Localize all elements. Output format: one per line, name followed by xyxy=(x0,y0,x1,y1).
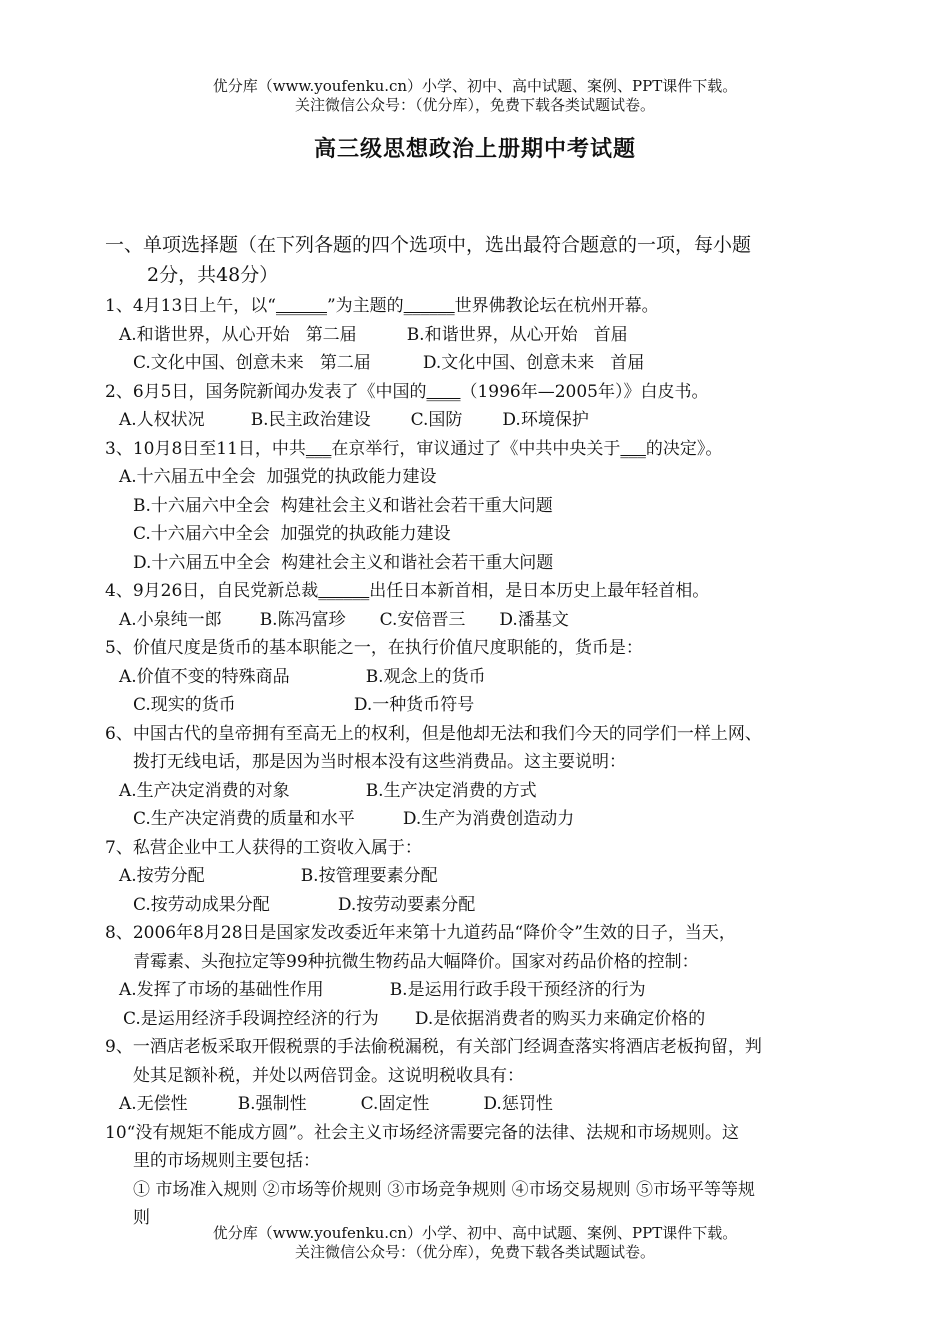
q3-blank-1: ___ xyxy=(305,438,332,459)
question-5: 5、价值尺度是货币的基本职能之一，在执行价值尺度职能的，货币是： xyxy=(105,638,643,658)
header-line-2: 关注微信公众号：（优分库），免费下载各类试题试卷。 xyxy=(294,96,655,114)
q1-option-a: A.和谐世界，从心开始 xyxy=(119,324,290,345)
section-heading xyxy=(105,230,850,290)
q5-options-row-1 xyxy=(105,663,850,692)
q1-option-a-edition: 第二届 xyxy=(305,324,357,345)
question-2 xyxy=(105,378,850,407)
q8-text-cont: 青霉素、头孢拉定等99种抗微生物药品大幅降价。国家对药品价格的控制： xyxy=(133,951,699,972)
q5-option-a: A.价值不变的特殊商品 xyxy=(119,666,290,687)
q1-option-c: C.文化中国、创意未来 xyxy=(133,353,304,373)
q1-blank-2: ______ xyxy=(403,296,455,316)
q10-items-cont: 则 xyxy=(133,1208,150,1228)
q8-option-c: C.是运用经济手段调控经济的行为 xyxy=(123,1008,379,1029)
q5-option-d: D.一种货币符号 xyxy=(353,695,475,715)
question-6 xyxy=(105,720,850,777)
q5-option-c: C.现实的货币 xyxy=(133,695,236,715)
q9-text: 9、一酒店老板采取开假税票的手法偷税漏税，有关部门经调查落实将酒店老板拘留，判 xyxy=(105,1037,762,1057)
q6-options-row-2 xyxy=(105,805,850,834)
q6-text: 6、中国古代的皇帝拥有至高无上的权利，但是他却无法和我们今天的同学们一样上网、 xyxy=(105,723,762,744)
q1-option-b-edition: 首届 xyxy=(593,324,628,345)
q7-option-d: D.按劳动要素分配 xyxy=(337,894,476,915)
section-heading-cont: 2分，共48分） xyxy=(147,264,279,286)
page-title: 高三级思想政治上册期中考试题 xyxy=(313,136,636,162)
q3-text-a: 3、10月8日至11日，中共 xyxy=(105,438,306,459)
site-header xyxy=(0,77,950,115)
site-footer xyxy=(0,1224,950,1262)
q4-text-c: 出任日本新首相，是日本历史上最年轻首相。 xyxy=(369,581,710,601)
q6-option-c: C.生产决定消费的质量和水平 xyxy=(133,809,355,829)
q4-option-b: B.陈冯富珍 xyxy=(259,609,346,630)
q6-option-a: A.生产决定消费的对象 xyxy=(119,780,290,801)
q2-option-a: A.人权状况 xyxy=(119,410,205,430)
footer-line-2: 关注微信公众号：（优分库），免费下载各类试题试卷。 xyxy=(294,1243,655,1261)
q1-blank-1: ______ xyxy=(275,296,327,316)
q4-text-a: 4、9月26日，自民党新总裁 xyxy=(105,581,319,601)
question-1 xyxy=(105,292,850,321)
q8-text: 8、2006年8月28日是国家发改委近年来第十九道药品“降价令”生效的日子，当天， xyxy=(105,923,736,943)
question-4 xyxy=(105,577,850,606)
q1-text-c: ”为主题的 xyxy=(326,296,404,316)
q4-option-d: D.潘基文 xyxy=(499,609,569,630)
question-7: 7、私营企业中工人获得的工资收入属于： xyxy=(105,837,422,858)
q6-text-cont: 拨打无线电话，那是因为当时根本没有这些消费品。这主要说明： xyxy=(133,752,626,772)
q7-option-a: A.按劳分配 xyxy=(119,866,205,886)
q9-option-c: C.固定性 xyxy=(360,1094,430,1114)
q3-text-d: 的决定》。 xyxy=(645,438,723,459)
q3-text-c: 在京举行，审议通过了《中共中央关于 xyxy=(331,438,621,459)
q2-option-b: B.民主政治建设 xyxy=(250,410,371,430)
q7-option-b: B.按管理要素分配 xyxy=(300,866,438,886)
q9-option-a: A.无偿性 xyxy=(119,1094,188,1114)
q10-items-text: ① 市场准入规则 ②市场等价规则 ③市场竞争规则 ④市场交易规则 ⑤市场平等等规 xyxy=(133,1179,756,1200)
q7-options-row-2 xyxy=(105,891,850,920)
q3-option-d: D.十六届五中全会 构建社会主义和谐社会若干重大问题 xyxy=(133,552,554,573)
q6-options-row-1 xyxy=(105,777,850,806)
q2-option-d: D.环境保护 xyxy=(502,410,589,430)
q10-text-cont: 里的市场规则主要包括： xyxy=(133,1151,320,1171)
q4-options xyxy=(105,606,850,635)
q8-option-a: A.发挥了市场的基础性作用 xyxy=(119,980,324,1000)
q8-option-b: B.是运用行政手段干预经济的行为 xyxy=(389,980,646,1000)
q9-option-d: D.惩罚性 xyxy=(483,1094,553,1114)
question-8 xyxy=(105,919,850,976)
q8-options-row-2 xyxy=(105,1005,850,1034)
q8-option-d: D.是依据消费者的购买力来确定价格的 xyxy=(414,1008,706,1029)
q4-blank-1: ______ xyxy=(318,581,370,601)
q9-text-cont: 处其足额补税，并处以两倍罚金。这说明税收具有： xyxy=(133,1065,524,1086)
q7-option-c: C.按劳动成果分配 xyxy=(133,894,270,915)
q3-option-a: A.十六届五中全会 加强党的执政能力建设 xyxy=(119,467,437,487)
q6-option-d: D.生产为消费创造动力 xyxy=(402,809,575,829)
q6-option-b: B.生产决定消费的方式 xyxy=(365,780,537,801)
q2-option-c: C.国防 xyxy=(410,410,463,430)
q8-options-row-1 xyxy=(105,976,850,1005)
q2-blank-1: ____ xyxy=(426,381,461,402)
q2-text-a: 2、6月5日，国务院新闻办发表了《中国的 xyxy=(105,381,427,402)
q2-text-c: （1996年—2005年）》白皮书。 xyxy=(460,381,709,402)
q5-option-b: B.观念上的货币 xyxy=(365,666,486,687)
q10-text: 10“没有规矩不能成方圆”。社会主义市场经济需要完备的法律、法规和市场规则。这 xyxy=(105,1122,740,1143)
header-line-1: 优分库（www.youfenku.cn）小学、初中、高中试题、案例、PPT课件下载。 xyxy=(212,77,738,95)
footer-line-1: 优分库（www.youfenku.cn）小学、初中、高中试题、案例、PPT课件下载。 xyxy=(212,1224,738,1242)
q2-options xyxy=(105,406,850,435)
q1-option-b: B.和谐世界，从心开始 xyxy=(406,324,578,345)
question-9 xyxy=(105,1033,850,1090)
q4-option-c: C.安倍晋三 xyxy=(379,609,466,630)
exam-content xyxy=(105,230,850,1233)
q1-option-d-edition: 首届 xyxy=(610,353,645,373)
q9-options xyxy=(105,1090,850,1119)
q1-option-d: D.文化中国、创意未来 xyxy=(422,353,595,373)
q1-option-c-edition: 第二届 xyxy=(319,353,371,373)
question-10 xyxy=(105,1119,850,1176)
section-heading-text: 一、单项选择题（在下列各题的四个选项中，选出最符合题意的一项，每小题 xyxy=(105,234,752,256)
q7-options-row-1 xyxy=(105,862,850,891)
question-3 xyxy=(105,435,850,464)
q3-option-c: C.十六届六中全会 加强党的执政能力建设 xyxy=(133,524,451,544)
q9-option-b: B.强制性 xyxy=(237,1094,307,1114)
q3-blank-2: ___ xyxy=(620,438,646,459)
q5-options-row-2 xyxy=(105,691,850,720)
q1-text-a: 1、4月13日上午，以“ xyxy=(105,296,276,316)
q3-option-b: B.十六届六中全会 构建社会主义和谐社会若干重大问题 xyxy=(133,495,553,516)
q1-options-row-1 xyxy=(105,321,850,350)
q1-text-d: 世界佛教论坛在杭州开幕。 xyxy=(454,296,659,316)
q1-options-row-2 xyxy=(105,349,850,378)
q4-option-a: A.小泉纯一郎 xyxy=(119,609,222,630)
